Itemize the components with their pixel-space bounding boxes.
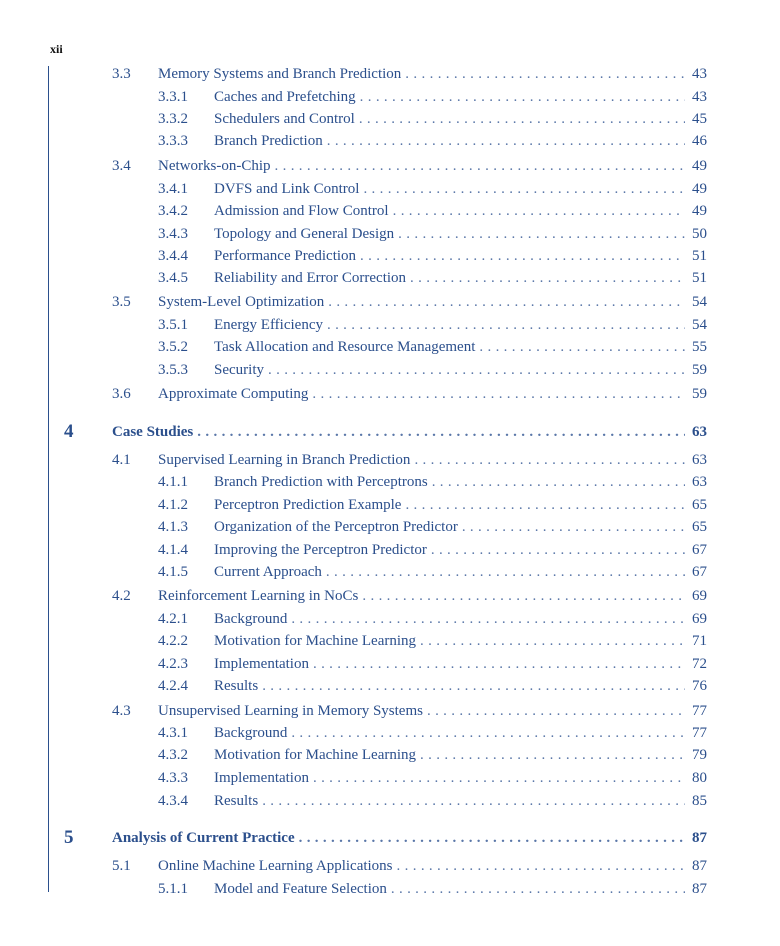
page-ref: 59 <box>692 386 707 402</box>
toc-entry-chapter[interactable] <box>112 829 707 847</box>
toc-entry-subsection[interactable] <box>158 132 707 150</box>
page-ref: 49 <box>692 158 707 174</box>
toc-entry-subsection[interactable] <box>158 88 707 106</box>
dot-leader <box>312 385 685 403</box>
page-ref: 87 <box>692 881 707 897</box>
dot-leader <box>275 157 686 175</box>
toc-entry-section[interactable] <box>112 702 707 720</box>
page-ref: 67 <box>692 564 707 580</box>
toc-entry-subsection[interactable] <box>158 361 707 379</box>
section-number: 4.1.5 <box>158 564 188 580</box>
section-title: Results <box>214 793 259 809</box>
section-number: 3.3.3 <box>158 133 188 149</box>
page-ref: 46 <box>692 133 707 149</box>
section-title: System-Level Optimization <box>158 294 325 310</box>
section-title: Implementation <box>214 656 309 672</box>
section-title: Motivation for Machine Learning <box>214 747 417 763</box>
section-number: 4.2.1 <box>158 611 188 627</box>
section-number: 3.4 <box>112 158 131 174</box>
section-number: 4.1 <box>112 452 131 468</box>
dot-leader <box>360 88 685 106</box>
dot-leader <box>197 423 685 441</box>
section-title: Topology and General Design <box>214 226 395 242</box>
page-ref: 65 <box>692 497 707 513</box>
page-ref: 77 <box>692 725 707 741</box>
section-title: Security <box>214 362 264 378</box>
section-number: 4.3 <box>112 703 131 719</box>
dot-leader <box>397 857 685 875</box>
page-ref: 63 <box>692 424 707 440</box>
section-number: 3.3.2 <box>158 111 188 127</box>
page-ref: 65 <box>692 519 707 535</box>
section-number: 3.4.3 <box>158 226 188 242</box>
section-number: 3.4.4 <box>158 248 188 264</box>
page-ref: 51 <box>692 270 707 286</box>
toc-entry-subsection[interactable] <box>158 225 707 243</box>
page-ref: 85 <box>692 793 707 809</box>
section-number: 3.3 <box>112 66 131 82</box>
page-ref: 50 <box>692 226 707 242</box>
toc-entry-subsection[interactable] <box>158 563 707 581</box>
section-title: Branch Prediction <box>214 133 323 149</box>
dot-leader <box>327 316 685 334</box>
page-ref: 67 <box>692 542 707 558</box>
page-ref: 76 <box>692 678 707 694</box>
page-ref: 49 <box>692 203 707 219</box>
toc-entry-subsection[interactable] <box>158 769 707 787</box>
page-ref: 51 <box>692 248 707 264</box>
dot-leader <box>291 724 685 742</box>
section-number: 3.5 <box>112 294 131 310</box>
section-title: Background <box>214 611 288 627</box>
toc-entry-subsection[interactable] <box>158 880 707 898</box>
toc-entry-subsection[interactable] <box>158 110 707 128</box>
section-number: 4.1.3 <box>158 519 188 535</box>
dot-leader <box>360 247 685 265</box>
dot-leader <box>405 496 685 514</box>
section-title: Reinforcement Learning in NoCs <box>158 588 359 604</box>
section-title: Improving the Perceptron Predictor <box>214 542 427 558</box>
section-title: Task Allocation and Resource Management <box>214 339 476 355</box>
toc-entry-subsection[interactable] <box>158 202 707 220</box>
section-number: 4.1.2 <box>158 497 188 513</box>
toc-entry-subsection[interactable] <box>158 473 707 491</box>
section-number: 4.2.2 <box>158 633 188 649</box>
toc-entry-section[interactable] <box>112 65 707 83</box>
section-title: Organization of the Perceptron Predictor <box>214 519 458 535</box>
toc-entry-subsection[interactable] <box>158 316 707 334</box>
toc-entry-section[interactable] <box>112 587 707 605</box>
dot-leader <box>393 202 685 220</box>
dot-leader <box>326 563 685 581</box>
toc-entry-section[interactable] <box>112 857 707 875</box>
page-ref: 87 <box>692 830 707 846</box>
toc-entry-subsection[interactable] <box>158 632 707 650</box>
page-ref: 54 <box>692 317 707 333</box>
section-number: 3.4.2 <box>158 203 188 219</box>
dot-leader <box>420 746 685 764</box>
toc-entry-subsection[interactable] <box>158 518 707 536</box>
toc-entry-subsection[interactable] <box>158 496 707 514</box>
section-number: 3.4.1 <box>158 181 188 197</box>
toc-entry-subsection[interactable] <box>158 338 707 356</box>
page-number: xii <box>50 42 63 56</box>
section-number: 5.1.1 <box>158 881 188 897</box>
dot-leader <box>313 655 685 673</box>
dot-leader <box>431 541 685 559</box>
section-title: Perceptron Prediction Example <box>214 497 402 513</box>
toc-entry-section[interactable] <box>112 451 707 469</box>
section-number: 4.3.1 <box>158 725 188 741</box>
section-title: Unsupervised Learning in Memory Systems <box>158 703 423 719</box>
section-number: 4.1.1 <box>158 474 188 490</box>
section-number: 3.3.1 <box>158 89 188 105</box>
dot-leader <box>299 829 685 847</box>
dot-leader <box>410 269 685 287</box>
dot-leader <box>398 225 685 243</box>
toc-entry-subsection[interactable] <box>158 655 707 673</box>
page-ref: 69 <box>692 588 707 604</box>
section-title: Motivation for Machine Learning <box>214 633 417 649</box>
page-ref: 55 <box>692 339 707 355</box>
section-title: Model and Feature Selection <box>214 881 387 897</box>
section-title: Background <box>214 725 288 741</box>
section-title: Schedulers and Control <box>214 111 355 127</box>
dot-leader <box>414 451 685 469</box>
section-number: 3.5.3 <box>158 362 188 378</box>
page-ref: 43 <box>692 89 707 105</box>
dot-leader <box>420 632 685 650</box>
section-title: Reliability and Error Correction <box>214 270 407 286</box>
section-title: DVFS and Link Control <box>214 181 360 197</box>
section-title: Current Approach <box>214 564 322 580</box>
section-title: Performance Prediction <box>214 248 357 264</box>
page-ref: 43 <box>692 66 707 82</box>
section-number: 4.1.4 <box>158 542 188 558</box>
toc-entry-subsection[interactable] <box>158 180 707 198</box>
dot-leader <box>432 473 685 491</box>
page-ref: 63 <box>692 474 707 490</box>
toc-entry-section[interactable] <box>112 385 707 403</box>
section-title: Caches and Prefetching <box>214 89 356 105</box>
chapter-title: Analysis of Current Practice <box>112 830 295 846</box>
page-ref: 80 <box>692 770 707 786</box>
dot-leader <box>313 769 685 787</box>
section-title: Online Machine Learning Applications <box>158 858 393 874</box>
section-number: 4.2 <box>112 588 131 604</box>
dot-leader <box>262 792 685 810</box>
page-ref: 87 <box>692 858 707 874</box>
section-title: Energy Efficiency <box>214 317 323 333</box>
section-number: 4.3.2 <box>158 747 188 763</box>
section-title: Implementation <box>214 770 309 786</box>
section-number: 5.1 <box>112 858 131 874</box>
dot-leader <box>359 110 685 128</box>
section-title: Branch Prediction with Perceptrons <box>214 474 428 490</box>
dot-leader <box>291 610 685 628</box>
dot-leader <box>405 65 685 83</box>
chapter-title: Case Studies <box>112 424 194 440</box>
page-ref: 72 <box>692 656 707 672</box>
toc-entry-subsection[interactable] <box>158 247 707 265</box>
page-ref: 49 <box>692 181 707 197</box>
chapter-number: 5 <box>64 827 74 848</box>
dot-leader <box>363 180 685 198</box>
toc-entry-subsection[interactable] <box>158 677 707 695</box>
dot-leader <box>362 587 685 605</box>
dot-leader <box>391 880 685 898</box>
chapter-number: 4 <box>64 421 74 442</box>
toc-entry-subsection[interactable] <box>158 610 707 628</box>
page-ref: 54 <box>692 294 707 310</box>
section-number: 4.2.3 <box>158 656 188 672</box>
page-ref: 77 <box>692 703 707 719</box>
section-number: 3.5.1 <box>158 317 188 333</box>
section-title: Results <box>214 678 259 694</box>
section-title: Admission and Flow Control <box>214 203 389 219</box>
toc-entry-subsection[interactable] <box>158 269 707 287</box>
section-title: Supervised Learning in Branch Prediction <box>158 452 411 468</box>
section-number: 3.4.5 <box>158 270 188 286</box>
toc-entry-subsection[interactable] <box>158 792 707 810</box>
section-title: Approximate Computing <box>158 386 309 402</box>
page-ref: 71 <box>692 633 707 649</box>
page-ref: 59 <box>692 362 707 378</box>
dot-leader <box>328 293 685 311</box>
dot-leader <box>462 518 685 536</box>
page-ref: 79 <box>692 747 707 763</box>
section-title: Memory Systems and Branch Prediction <box>158 66 402 82</box>
toc-entry-subsection[interactable] <box>158 541 707 559</box>
dot-leader <box>479 338 685 356</box>
dot-leader <box>262 677 685 695</box>
section-number: 4.3.4 <box>158 793 188 809</box>
toc-entry-chapter[interactable] <box>112 423 707 441</box>
toc-entry-subsection[interactable] <box>158 746 707 764</box>
dot-leader <box>327 132 685 150</box>
toc-entry-section[interactable] <box>112 157 707 175</box>
page-ref: 63 <box>692 452 707 468</box>
section-number: 4.2.4 <box>158 678 188 694</box>
dot-leader <box>427 702 685 720</box>
toc-entry-subsection[interactable] <box>158 724 707 742</box>
section-number: 3.6 <box>112 386 131 402</box>
dot-leader <box>268 361 685 379</box>
section-number: 3.5.2 <box>158 339 188 355</box>
toc-entry-section[interactable] <box>112 293 707 311</box>
section-title: Networks-on-Chip <box>158 158 271 174</box>
page-ref: 69 <box>692 611 707 627</box>
section-number: 4.3.3 <box>158 770 188 786</box>
page-ref: 45 <box>692 111 707 127</box>
